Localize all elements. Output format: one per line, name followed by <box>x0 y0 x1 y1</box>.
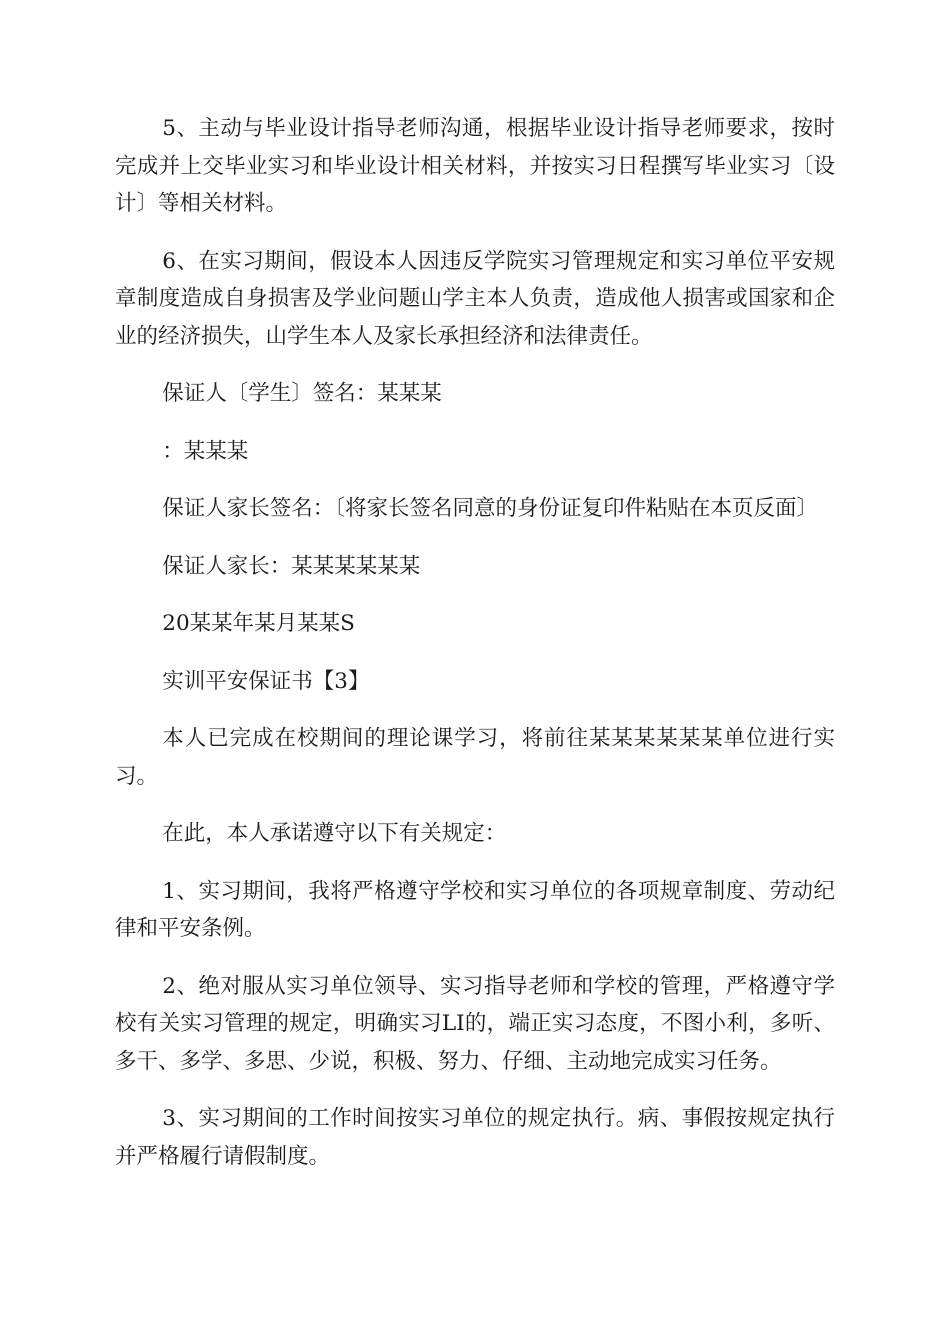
rule-item-2: 2、绝对服从实习单位领导、实习指导老师和学校的管理，严格遵守学校有关实习管理的规定，明确实习LI的，端正实习态度，不图小利，多听、多干、多学、多思、少说，积极、努力、仔细、主动地完成实习任务。 <box>115 973 835 1074</box>
document-page <box>115 110 835 1195</box>
rule-item-3: 3、实习期间的工作时间按实习单位的规定执行。病、事假按规定执行并严格履行请假制度。 <box>115 1106 835 1169</box>
parent-signature-line: 保证人家长签名：〔将家长签名同意的身份证复印件粘贴在本页反面〕 <box>162 496 819 521</box>
rule-item-1: 1、实习期间，我将严格遵守学校和实习单位的各项规章制度、劳动纪律和平安条例。 <box>115 878 835 941</box>
paragraph-item-5: 5、主动与毕业设计指导老师沟通，根据毕业设计指导老师要求，按时完成并上交毕业实习和毕业设计相关材料，并按实习日程撰写毕业实习〔设计〕等相关材料。 <box>115 116 835 216</box>
section-title: 实训平安保证书【3】 <box>162 668 370 694</box>
date-line: 20某某年某月某某S <box>162 611 355 636</box>
intro-paragraph: 本人已完成在校期间的理论课学习，将前往某某某某某某单位进行实习。 <box>115 726 835 789</box>
student-signature-line: 保证人〔学生〕签名：某某某 <box>162 381 442 406</box>
commitment-paragraph: 在此，本人承诺遵守以下有关规定： <box>162 821 507 846</box>
signature-name-line: ：某某某 <box>162 438 249 464</box>
parent-name-line: 保证人家长：某某某某某某 <box>162 553 421 579</box>
paragraph-item-6: 6、在实习期间，假设本人因违反学院实习管理规定和实习单位平安规章制度造成自身损害及学业问题山学主本人负责，造成他人损害或国家和企业的经济损失，山学生本人及家长承担经济和法律责任。 <box>115 248 835 349</box>
